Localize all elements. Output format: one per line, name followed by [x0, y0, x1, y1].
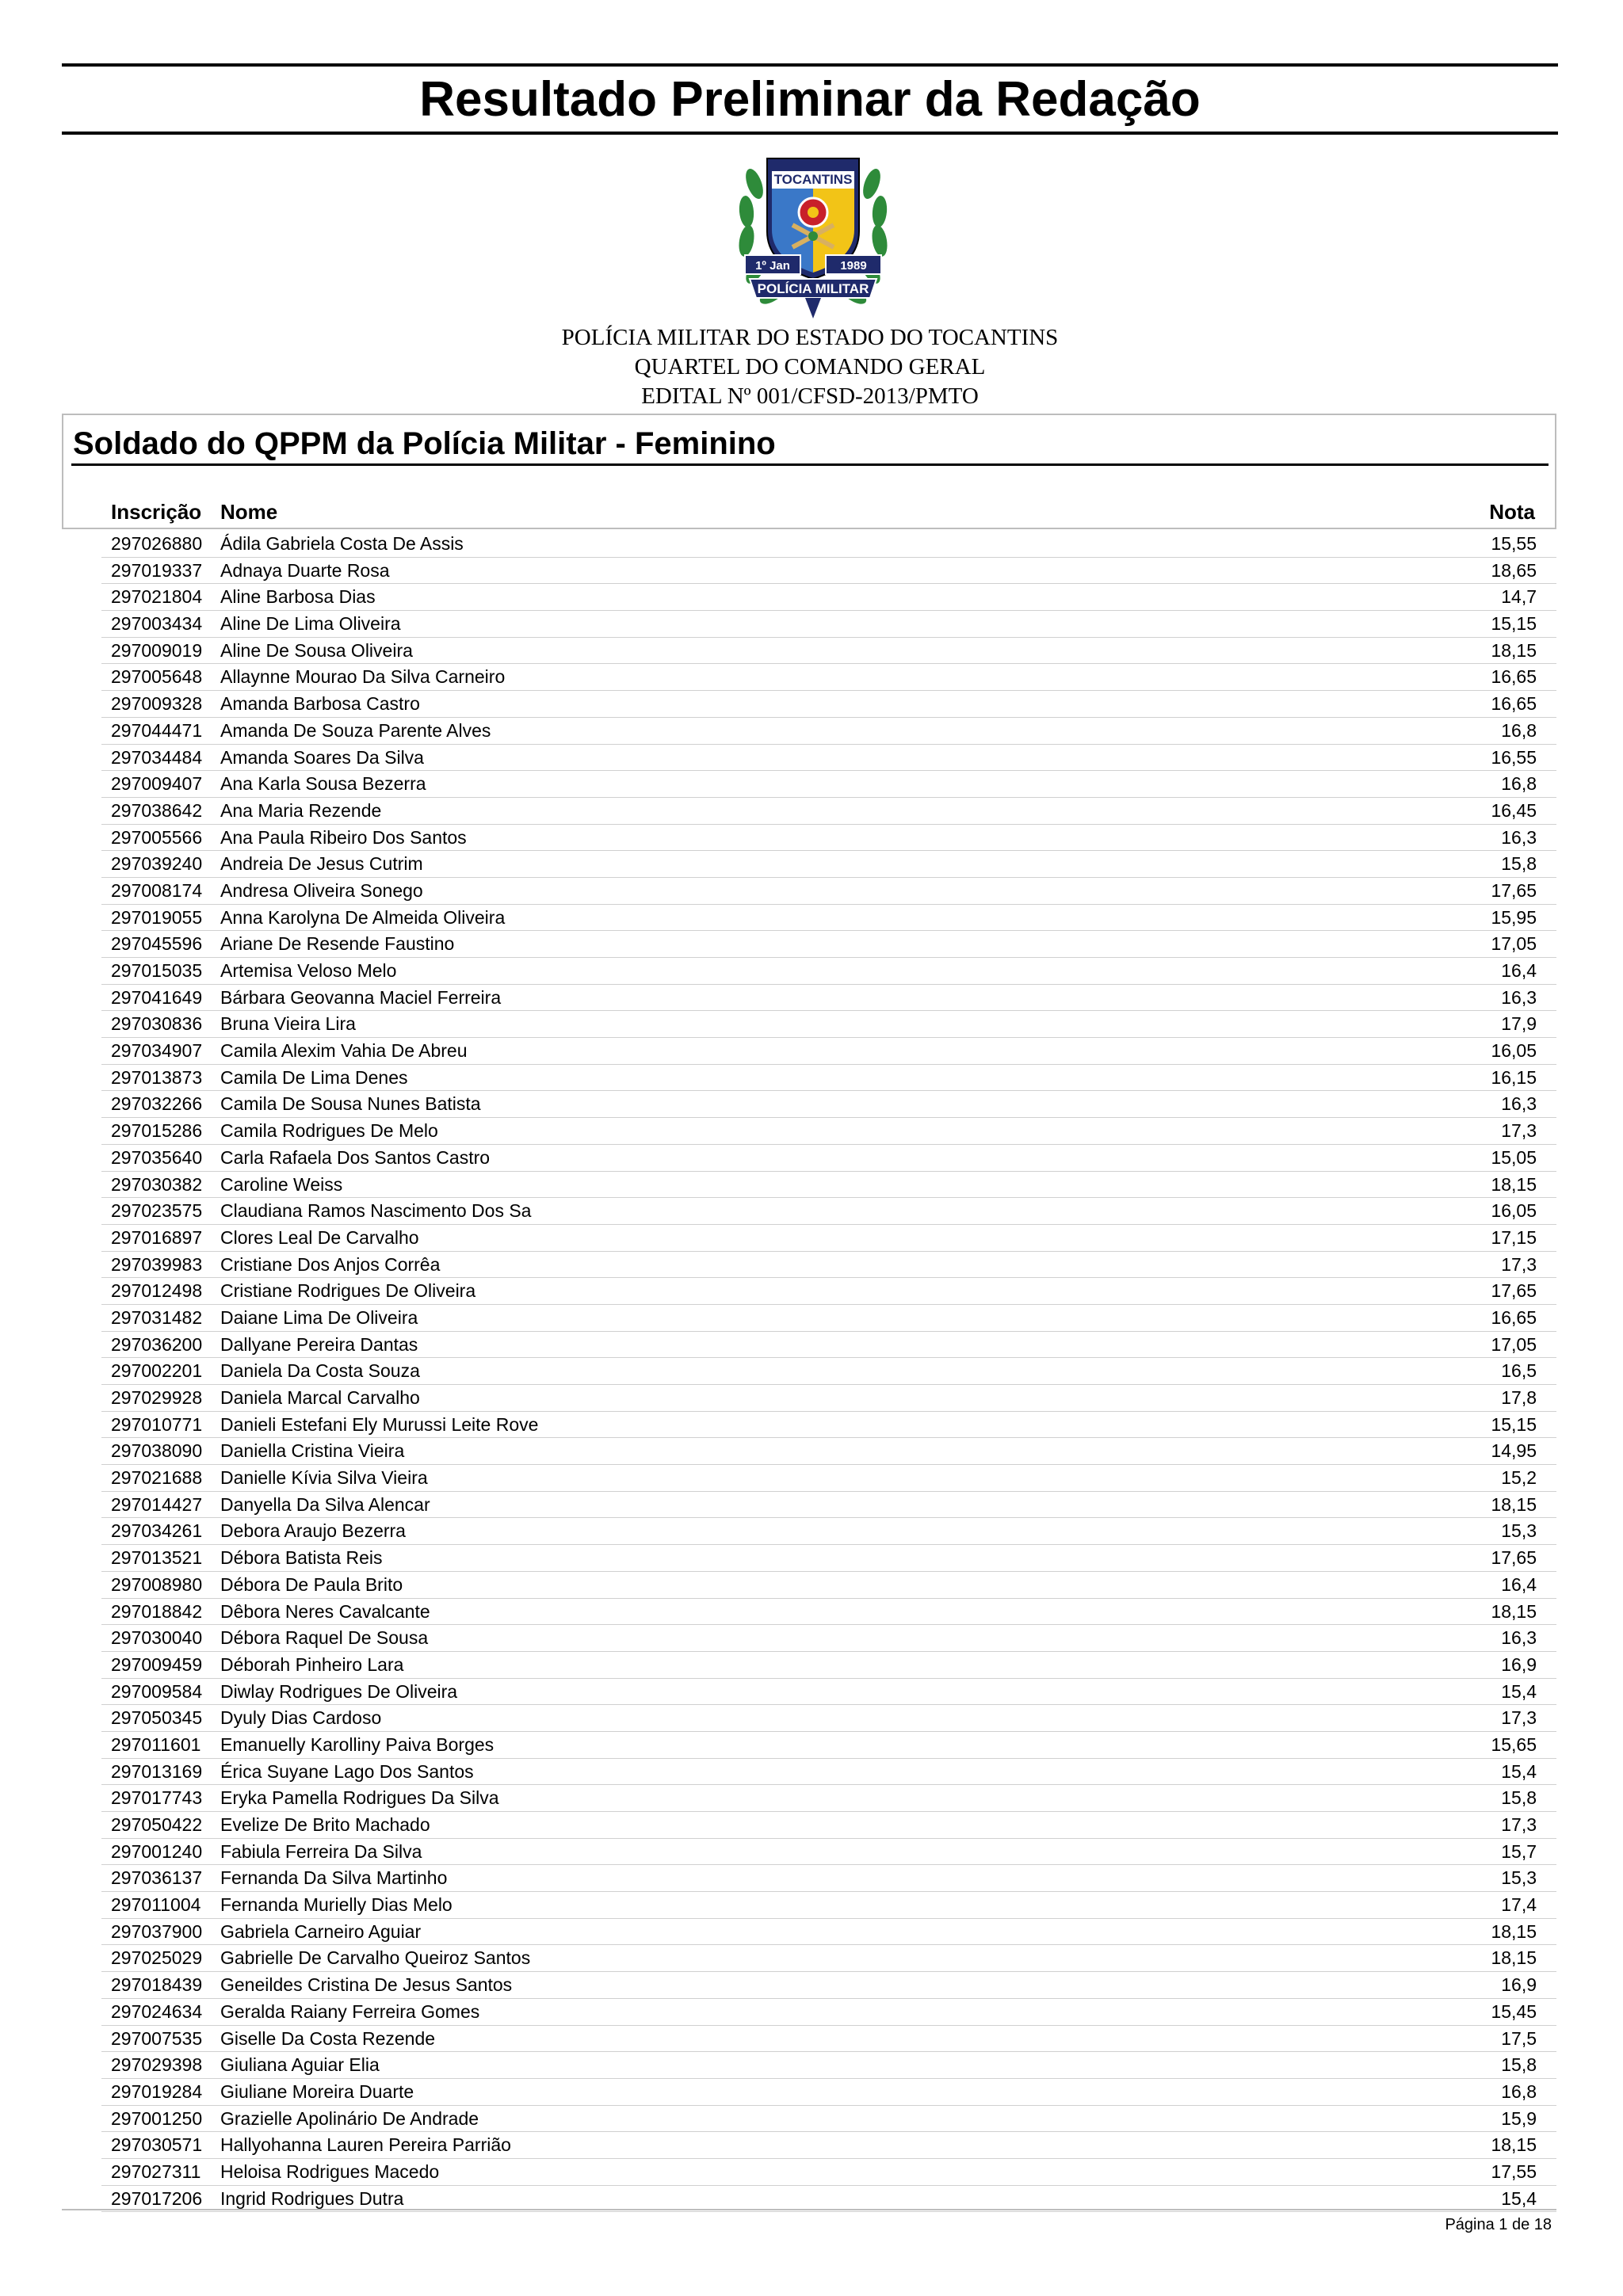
cell-nota: 16,8 [1501, 719, 1537, 741]
cell-nome: Amanda De Souza Parente Alves [220, 719, 491, 741]
cell-nome: Gabrielle De Carvalho Queiroz Santos [220, 1947, 531, 1969]
table-row [101, 985, 1556, 1012]
cell-nota: 15,7 [1501, 1840, 1537, 1862]
cell-nome: Ingrid Rodrigues Dutra [220, 2187, 404, 2209]
cell-inscricao: 297027311 [111, 2161, 201, 2182]
cell-inscricao: 297009459 [111, 1653, 203, 1675]
cell-inscricao: 297009019 [111, 639, 203, 661]
cell-nota: 16,9 [1501, 1974, 1537, 1996]
table-row [101, 1038, 1556, 1065]
cell-inscricao: 297050422 [111, 1814, 203, 1835]
cell-inscricao: 297034907 [111, 1040, 203, 1062]
cell-nome: Ádila Gabriela Costa De Assis [220, 533, 464, 554]
cell-inscricao: 297038090 [111, 1440, 203, 1462]
cell-inscricao: 297011601 [111, 1733, 201, 1755]
cell-nome: Ana Karla Sousa Bezerra [220, 773, 426, 795]
cell-nome: Clores Leal De Carvalho [220, 1226, 419, 1248]
table-row [101, 1652, 1556, 1679]
column-header-nome: Nome [220, 500, 278, 524]
table-row [101, 2106, 1556, 2133]
cell-nota: 15,4 [1501, 1760, 1537, 1782]
cell-nome: Artemisa Veloso Melo [220, 960, 397, 981]
cell-nome: Geralda Raiany Ferreira Gomes [220, 2000, 480, 2022]
cell-nome: Allaynne Mourao Da Silva Carneiro [220, 666, 506, 688]
cell-nota: 15,2 [1501, 1467, 1537, 1489]
cell-inscricao: 297009584 [111, 1680, 203, 1702]
cell-nota: 16,45 [1491, 799, 1537, 821]
cell-nota: 15,45 [1491, 2000, 1537, 2022]
cell-nota: 16,8 [1501, 2081, 1537, 2102]
cell-nome: Eryka Pamella Rodrigues Da Silva [220, 1787, 499, 1809]
cell-nota: 18,15 [1491, 639, 1537, 661]
cell-inscricao: 297045596 [111, 933, 203, 955]
cell-nota: 18,15 [1491, 1600, 1537, 1622]
cell-inscricao: 297030836 [111, 1013, 203, 1035]
cell-nome: Anna Karolyna De Almeida Oliveira [220, 906, 506, 928]
table-row [101, 1572, 1556, 1599]
cell-inscricao: 297031482 [111, 1306, 203, 1328]
cell-nota: 17,65 [1491, 1280, 1537, 1302]
table-row [101, 1145, 1556, 1172]
cell-nota: 15,15 [1491, 1413, 1537, 1435]
cell-nome: Gabriela Carneiro Aguiar [220, 1920, 422, 1942]
table-row [101, 1225, 1556, 1252]
table-row [101, 1252, 1556, 1279]
table-row [101, 2132, 1556, 2159]
table-row [101, 1198, 1556, 1225]
table-row [101, 1732, 1556, 1759]
cell-nome: Giuliane Moreira Duarte [220, 2081, 414, 2102]
cell-inscricao: 297015035 [111, 960, 203, 981]
cell-nota: 15,4 [1501, 1680, 1537, 1702]
org-line-2: QUARTEL DO COMANDO GERAL [634, 354, 986, 379]
cell-inscricao: 297013169 [111, 1760, 203, 1782]
cell-inscricao: 297009407 [111, 773, 203, 795]
table-row [101, 531, 1556, 558]
cell-inscricao: 297041649 [111, 986, 203, 1008]
crest-top-text: TOCANTINS [773, 172, 853, 187]
table-row [101, 1172, 1556, 1199]
cell-nota: 15,8 [1501, 2054, 1537, 2076]
cell-nota: 17,15 [1491, 1226, 1537, 1248]
cell-inscricao: 297013521 [111, 1547, 203, 1569]
cell-nota: 15,3 [1501, 1520, 1537, 1542]
cell-nome: Diwlay Rodrigues De Oliveira [220, 1680, 458, 1702]
cell-nota: 15,05 [1491, 1146, 1537, 1168]
cell-inscricao: 297005566 [111, 826, 203, 848]
cell-inscricao: 297025029 [111, 1947, 203, 1969]
cell-inscricao: 297035640 [111, 1146, 203, 1168]
table-row [101, 771, 1556, 798]
table-row [101, 1705, 1556, 1732]
cell-nome: Camila Alexim Vahia De Abreu [220, 1040, 468, 1062]
cell-nome: Carla Rafaela Dos Santos Castro [220, 1146, 491, 1168]
cell-nome: Fernanda Da Silva Martinho [220, 1867, 448, 1889]
table-row [101, 558, 1556, 585]
cell-nome: Camila Rodrigues De Melo [220, 1120, 438, 1142]
cell-inscricao: 297005648 [111, 666, 203, 688]
cell-nota: 15,4 [1501, 2187, 1537, 2209]
cell-nome: Emanuelly Karolliny Paiva Borges [220, 1733, 495, 1755]
table-row [101, 1812, 1556, 1839]
cell-nome: Giselle Da Costa Rezende [220, 2027, 436, 2049]
cell-nota: 18,15 [1491, 1493, 1537, 1515]
cell-inscricao: 297018439 [111, 1974, 203, 1996]
cell-inscricao: 297001240 [111, 1840, 203, 1862]
column-header-inscricao: Inscrição [111, 500, 202, 524]
cell-nome: Cristiane Rodrigues De Oliveira [220, 1280, 476, 1302]
cell-nota: 16,5 [1501, 1360, 1537, 1382]
cell-inscricao: 297012498 [111, 1280, 203, 1302]
cell-inscricao: 297019284 [111, 2081, 203, 2102]
cell-inscricao: 297036200 [111, 1333, 203, 1355]
cell-nome: Camila De Lima Denes [220, 1066, 408, 1088]
cell-nota: 17,4 [1501, 1894, 1537, 1916]
cell-nome: Aline De Sousa Oliveira [220, 639, 413, 661]
cell-nota: 15,9 [1501, 2107, 1537, 2129]
cell-inscricao: 297001250 [111, 2107, 203, 2129]
cell-inscricao: 297034484 [111, 746, 203, 768]
cell-inscricao: 297029928 [111, 1387, 203, 1408]
cell-nota: 15,15 [1491, 613, 1537, 635]
table-row [101, 1011, 1556, 1038]
cell-inscricao: 297037900 [111, 1920, 203, 1942]
table-row [101, 798, 1556, 825]
cell-inscricao: 297019337 [111, 559, 203, 581]
cell-nome: Grazielle Apolinário De Andrade [220, 2107, 479, 2129]
cell-nota: 16,3 [1501, 1627, 1537, 1649]
cell-nome: Andreia De Jesus Cutrim [220, 853, 423, 875]
table-row [101, 1599, 1556, 1626]
cell-nota: 14,7 [1501, 586, 1537, 608]
table-row [101, 745, 1556, 772]
cell-nome: Ana Paula Ribeiro Dos Santos [220, 826, 467, 848]
cell-nome: Amanda Soares Da Silva [220, 746, 424, 768]
table-row [101, 1865, 1556, 1892]
cell-nota: 17,05 [1491, 1333, 1537, 1355]
crest-date-right: 1989 [840, 259, 867, 273]
table-row [101, 2159, 1556, 2186]
cell-nota: 16,55 [1491, 746, 1537, 768]
cell-inscricao: 297050345 [111, 1707, 203, 1729]
cell-nota: 15,65 [1491, 1733, 1537, 1755]
cell-inscricao: 297030571 [111, 2134, 203, 2156]
table-row [101, 2079, 1556, 2106]
cell-nota: 18,65 [1491, 559, 1537, 581]
cell-nome: Cristiane Dos Anjos Corrêa [220, 1253, 441, 1275]
table-row [101, 1919, 1556, 1946]
cell-nome: Geneildes Cristina De Jesus Santos [220, 1974, 513, 1996]
table-row [101, 1492, 1556, 1519]
table-row [101, 1545, 1556, 1572]
cell-nota: 15,8 [1501, 853, 1537, 875]
cell-nota: 17,3 [1501, 1120, 1537, 1142]
cell-nome: Ariane De Resende Faustino [220, 933, 455, 955]
cell-nome: Fabiula Ferreira Da Silva [220, 1840, 422, 1862]
title-rule [62, 132, 1558, 135]
cell-inscricao: 297007535 [111, 2027, 203, 2049]
cell-nota: 17,5 [1501, 2027, 1537, 2049]
cell-nota: 16,3 [1501, 826, 1537, 848]
cell-inscricao: 297019055 [111, 906, 203, 928]
table-row [101, 611, 1556, 638]
cell-inscricao: 297036137 [111, 1867, 203, 1889]
cell-inscricao: 297018842 [111, 1600, 203, 1622]
cell-nota: 17,05 [1491, 933, 1537, 955]
cell-inscricao: 297030382 [111, 1173, 203, 1195]
table-row [101, 1118, 1556, 1145]
cell-nome: Aline De Lima Oliveira [220, 613, 401, 635]
cell-nota: 16,65 [1491, 1306, 1537, 1328]
table-row [101, 958, 1556, 985]
cell-inscricao: 297013873 [111, 1066, 203, 1088]
cell-inscricao: 297029398 [111, 2054, 203, 2076]
cell-nota: 18,15 [1491, 1173, 1537, 1195]
cell-nome: Camila De Sousa Nunes Batista [220, 1093, 481, 1115]
cell-nome: Dyuly Dias Cardoso [220, 1707, 382, 1729]
cell-nota: 17,3 [1501, 1707, 1537, 1729]
cell-nome: Bruna Vieira Lira [220, 1013, 356, 1035]
cell-nota: 17,3 [1501, 1253, 1537, 1275]
cell-nota: 16,4 [1501, 1573, 1537, 1595]
cell-nome: Adnaya Duarte Rosa [220, 559, 390, 581]
cell-nome: Andresa Oliveira Sonego [220, 879, 423, 901]
cell-inscricao: 297039983 [111, 1253, 203, 1275]
cell-inscricao: 297002201 [111, 1360, 203, 1382]
table-row [101, 664, 1556, 691]
table-row [101, 1839, 1556, 1866]
table-row [101, 1972, 1556, 1999]
results-table [101, 531, 1556, 2212]
document-title: Resultado Preliminar da Redação [419, 72, 1201, 127]
cell-inscricao: 297038642 [111, 799, 203, 821]
cell-nome: Bárbara Geovanna Maciel Ferreira [220, 986, 502, 1008]
cell-nota: 14,95 [1491, 1440, 1537, 1462]
cell-inscricao: 297011004 [111, 1894, 201, 1916]
page-number: Página 1 de 18 [1445, 2216, 1552, 2233]
cell-inscricao: 297034261 [111, 1520, 203, 1542]
header-rule [62, 528, 1556, 529]
table-row [101, 1465, 1556, 1492]
cell-nota: 17,3 [1501, 1814, 1537, 1835]
table-row [101, 1625, 1556, 1652]
table-row [101, 1305, 1556, 1332]
cell-nota: 16,05 [1491, 1040, 1537, 1062]
cell-nome: Érica Suyane Lago Dos Santos [220, 1760, 474, 1782]
crest-bottom-text: POLÍCIA MILITAR [757, 281, 869, 296]
cell-inscricao: 297003434 [111, 613, 203, 635]
column-header-nota: Nota [1489, 500, 1535, 524]
cell-nome: Fernanda Murielly Dias Melo [220, 1894, 453, 1916]
cell-nome: Hallyohanna Lauren Pereira Parrião [220, 2134, 511, 2156]
section-rule [71, 463, 1549, 466]
table-row [101, 1412, 1556, 1439]
org-line-3: EDITAL Nº 001/CFSD-2013/PMTO [641, 383, 979, 409]
cell-nome: Heloisa Rodrigues Macedo [220, 2161, 440, 2182]
cell-nota: 16,3 [1501, 1093, 1537, 1115]
section-title: Soldado do QPPM da Polícia Militar - Feminino [73, 426, 776, 461]
cell-nome: Evelize De Brito Machado [220, 1814, 430, 1835]
cell-nota: 17,9 [1501, 1013, 1537, 1035]
table-row [101, 1679, 1556, 1706]
police-crest-logo [726, 136, 900, 323]
cell-inscricao: 297017743 [111, 1787, 203, 1809]
cell-inscricao: 297016897 [111, 1226, 203, 1248]
cell-nota: 15,55 [1491, 533, 1537, 554]
table-row [101, 584, 1556, 611]
cell-inscricao: 297017206 [111, 2187, 203, 2209]
table-row [101, 2052, 1556, 2079]
table-row [101, 691, 1556, 718]
cell-nota: 17,55 [1491, 2161, 1537, 2182]
cell-inscricao: 297009328 [111, 693, 203, 715]
cell-inscricao: 297024634 [111, 2000, 203, 2022]
cell-nome: Daniela Marcal Carvalho [220, 1387, 420, 1408]
table-row [101, 1438, 1556, 1465]
cell-nota: 15,8 [1501, 1787, 1537, 1809]
table-row [101, 1999, 1556, 2026]
cell-nome: Daiane Lima De Oliveira [220, 1306, 418, 1328]
cell-inscricao: 297026880 [111, 533, 203, 554]
cell-nota: 18,15 [1491, 2134, 1537, 2156]
footer-rule [62, 2209, 1556, 2210]
cell-nota: 15,95 [1491, 906, 1537, 928]
cell-nome: Danieli Estefani Ely Murussi Leite Rove [220, 1413, 539, 1435]
cell-nome: Débora Batista Reis [220, 1547, 383, 1569]
table-row [101, 1278, 1556, 1305]
crest-date-left: 1º Jan [755, 259, 790, 273]
cell-nome: Danielle Kívia Silva Vieira [220, 1467, 428, 1489]
cell-nota: 16,4 [1501, 960, 1537, 981]
cell-inscricao: 297015286 [111, 1120, 203, 1142]
cell-nome: Claudiana Ramos Nascimento Dos Sa [220, 1200, 532, 1222]
cell-nome: Danyella Da Silva Alencar [220, 1493, 430, 1515]
cell-nota: 16,65 [1491, 666, 1537, 688]
table-row [101, 1892, 1556, 1919]
cell-nota: 17,65 [1491, 879, 1537, 901]
cell-nota: 16,65 [1491, 693, 1537, 715]
table-row [101, 1091, 1556, 1118]
cell-nome: Daniela Da Costa Souza [220, 1360, 420, 1382]
cell-inscricao: 297032266 [111, 1093, 203, 1115]
table-row [101, 1358, 1556, 1385]
cell-nome: Ana Maria Rezende [220, 799, 382, 821]
org-line-1: POLÍCIA MILITAR DO ESTADO DO TOCANTINS [561, 325, 1059, 350]
cell-nome: Caroline Weiss [220, 1173, 343, 1195]
table-row [101, 1065, 1556, 1092]
cell-nome: Debora Araujo Bezerra [220, 1520, 406, 1542]
table-row [101, 1945, 1556, 1972]
cell-nota: 18,15 [1491, 1947, 1537, 1969]
table-row [101, 905, 1556, 932]
cell-nota: 16,8 [1501, 773, 1537, 795]
table-row [101, 2026, 1556, 2053]
table-row [101, 931, 1556, 958]
cell-nome: Débora Raquel De Sousa [220, 1627, 429, 1649]
cell-nota: 17,65 [1491, 1547, 1537, 1569]
cell-inscricao: 297023575 [111, 1200, 203, 1222]
cell-nota: 15,3 [1501, 1867, 1537, 1889]
table-row [101, 1759, 1556, 1786]
top-rule [62, 63, 1558, 67]
table-row [101, 1332, 1556, 1359]
cell-inscricao: 297030040 [111, 1627, 203, 1649]
cell-nome: Débora De Paula Brito [220, 1573, 403, 1595]
cell-nome: Déborah Pinheiro Lara [220, 1653, 404, 1675]
cell-inscricao: 297039240 [111, 853, 203, 875]
table-row [101, 825, 1556, 852]
cell-inscricao: 297021688 [111, 1467, 203, 1489]
cell-inscricao: 297014427 [111, 1493, 203, 1515]
cell-nota: 18,15 [1491, 1920, 1537, 1942]
cell-nome: Giuliana Aguiar Elia [220, 2054, 380, 2076]
table-row [101, 1385, 1556, 1412]
table-row [101, 638, 1556, 665]
cell-nome: Amanda Barbosa Castro [220, 693, 420, 715]
cell-nome: Dallyane Pereira Dantas [220, 1333, 418, 1355]
table-row [101, 1518, 1556, 1545]
cell-inscricao: 297008174 [111, 879, 203, 901]
cell-nome: Aline Barbosa Dias [220, 586, 376, 608]
cell-nota: 16,3 [1501, 986, 1537, 1008]
table-row [101, 851, 1556, 878]
table-row [101, 718, 1556, 745]
cell-nota: 16,9 [1501, 1653, 1537, 1675]
cell-nome: Daniella Cristina Vieira [220, 1440, 405, 1462]
table-row [101, 1785, 1556, 1812]
cell-nota: 17,8 [1501, 1387, 1537, 1408]
cell-inscricao: 297008980 [111, 1573, 203, 1595]
table-row [101, 878, 1556, 905]
cell-nota: 16,15 [1491, 1066, 1537, 1088]
cell-inscricao: 297021804 [111, 586, 203, 608]
cell-nota: 16,05 [1491, 1200, 1537, 1222]
cell-nome: Dêbora Neres Cavalcante [220, 1600, 430, 1622]
cell-inscricao: 297010771 [111, 1413, 203, 1435]
cell-inscricao: 297044471 [111, 719, 203, 741]
